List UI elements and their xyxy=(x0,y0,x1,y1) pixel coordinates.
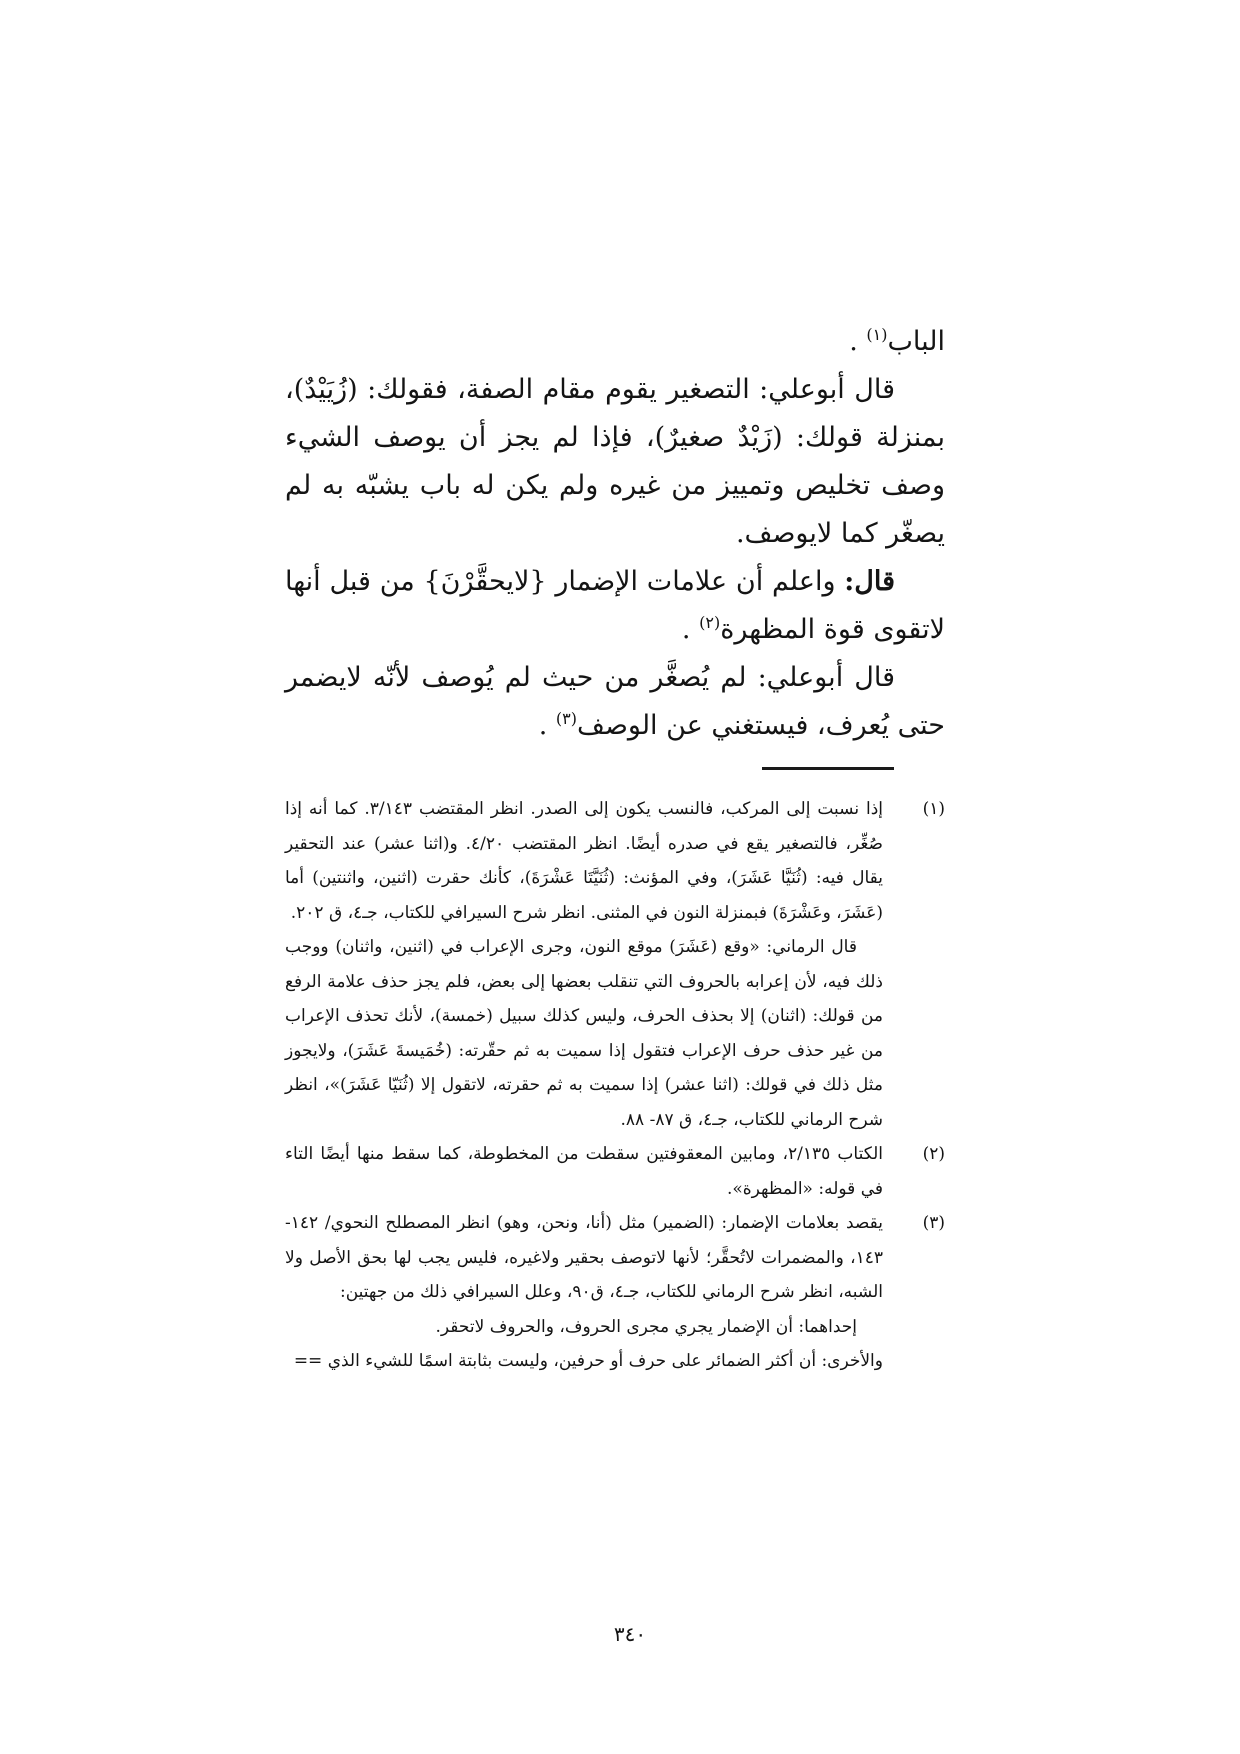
footnote-text: إحداهما: أن الإضمار يجري مجرى الحروف، والحروف لاتحقر. xyxy=(435,1316,857,1337)
footnote-text: إذا نسبت إلى المركب، فالنسب يكون إلى الصدر. انظر المقتضب ٣/١٤٣. كما أنه إذا صُغِّر، فالتصغير يقع في صدره أيضًا. انظر المقتضب ٤/٢٠. و(اثنا عشر) عند التحقير يقال فيه: (ثُنَيَّا عَشَرَ)، وفي المؤنث: (ثُنَيَّتَا عَشْرَةَ)، كأنك حقرت (اثنين، واثنتين) أما (عَشَرَ، وعَشْرَةَ) فبمنزلة النون في المثنى. انظر شرح السيرافي للكتاب، جـ٤، ق ٢٠٢. xyxy=(285,799,883,923)
footnote-text: قال الرماني: «وقع (عَشَرَ) موقع النون، وجرى الإعراب في (اثنين، واثنان) ووجب ذلك فيه، لأن إعرابه بالحروف التي تنقلب بعضها إلى بعض، فلم يجز حذف علامة الرفع من قولك: (اثنان) إلا بحذف الحرف، وليس كذلك سبيل (خمسة)، لأنك تحذف الإعراب من غير حذف حرف الإعراب فتقول إذا سميت به ثم حقّرته: (خُمَيسةَ عَشَرَ)، ولايجوز مثل ذلك في قولك: (اثنا عشر) إذا سميت به ثم حقرته، لاتقول إلا (ثُنَيّا عَشَرَ)»، انظر شرح الرماني للكتاب، جـ٤، ق ٨٧- ٨٨. xyxy=(285,937,883,1130)
footnote-ref-2[interactable]: (٢) xyxy=(699,613,721,632)
footnote-text: يقصد بعلامات الإضمار: (الضمير) مثل (أنا، ونحن، وهو) انظر المصطلح النحوي/ ١٤٢- ١٤٣، والمضمرات لاتُحقَّر؛ لأنها لاتوصف بحقير ولاغيره، فليس يجب لها بحق الأصل ولا الشبه، انظر شرح الرماني للكتاب، جـ٤، ق٩٠، وعلل السيرافي ذلك من جهتين: xyxy=(285,1213,883,1302)
paragraph-3 xyxy=(285,558,945,654)
paragraph-3-text: واعلم أن علامات الإضمار {لايحقَّرْنَ} من قبل أنها لاتقوى قوة المظهرة xyxy=(285,566,945,645)
footnote-2 xyxy=(285,1137,945,1206)
main-text xyxy=(285,318,945,750)
paragraph-3-label: قال: xyxy=(844,566,895,597)
paragraph-4-end: . xyxy=(538,710,548,741)
footnote-number: (١) xyxy=(922,799,945,819)
paragraph-2: قال أبوعلي: التصغير يقوم مقام الصفة، فقولك: (زُيَيْدٌ)، بمنزلة قولك: (زَيْدٌ صغيرٌ)، فإذا لم يجز أن يوصف الشيء وصف تخليص وتمييز من غيره ولم يكن له باب يشبّه به لم يصغّر كما لايوصف. xyxy=(285,374,945,549)
footnote-ref-1[interactable]: (١) xyxy=(866,325,888,344)
footnote-number: (٢) xyxy=(922,1144,945,1164)
footnote-number: (٣) xyxy=(922,1213,945,1233)
footnote-1 xyxy=(285,792,945,1137)
paragraph-3-end: . xyxy=(681,614,691,645)
footnote-divider xyxy=(762,767,894,770)
paragraph-1-end: . xyxy=(849,326,858,357)
footnote-text: والأخرى: أن أكثر الضمائر على حرف أو حرفين، وليست بثابتة اسمًا للشيء الذي == xyxy=(293,1351,883,1371)
paragraph-1 xyxy=(285,318,945,366)
footnotes xyxy=(285,792,945,1379)
paragraph-4 xyxy=(285,654,945,750)
footnote-3 xyxy=(285,1206,945,1379)
footnote-ref-3[interactable]: (٣) xyxy=(555,709,577,728)
page-number: ٣٤٠ xyxy=(613,1622,647,1646)
footnote-text: الكتاب ٢/١٣٥، ومابين المعقوفتين سقطت من المخطوطة، كما سقط منها أيضًا التاء في قوله: «المظهرة». xyxy=(285,1144,883,1199)
paragraph-4-text: قال أبوعلي: لم يُصغَّر من حيث لم يُوصف لأنّه لايضمر حتى يُعرف، فيستغني عن الوصف xyxy=(285,662,945,741)
paragraph-1-text: الباب xyxy=(887,326,945,357)
